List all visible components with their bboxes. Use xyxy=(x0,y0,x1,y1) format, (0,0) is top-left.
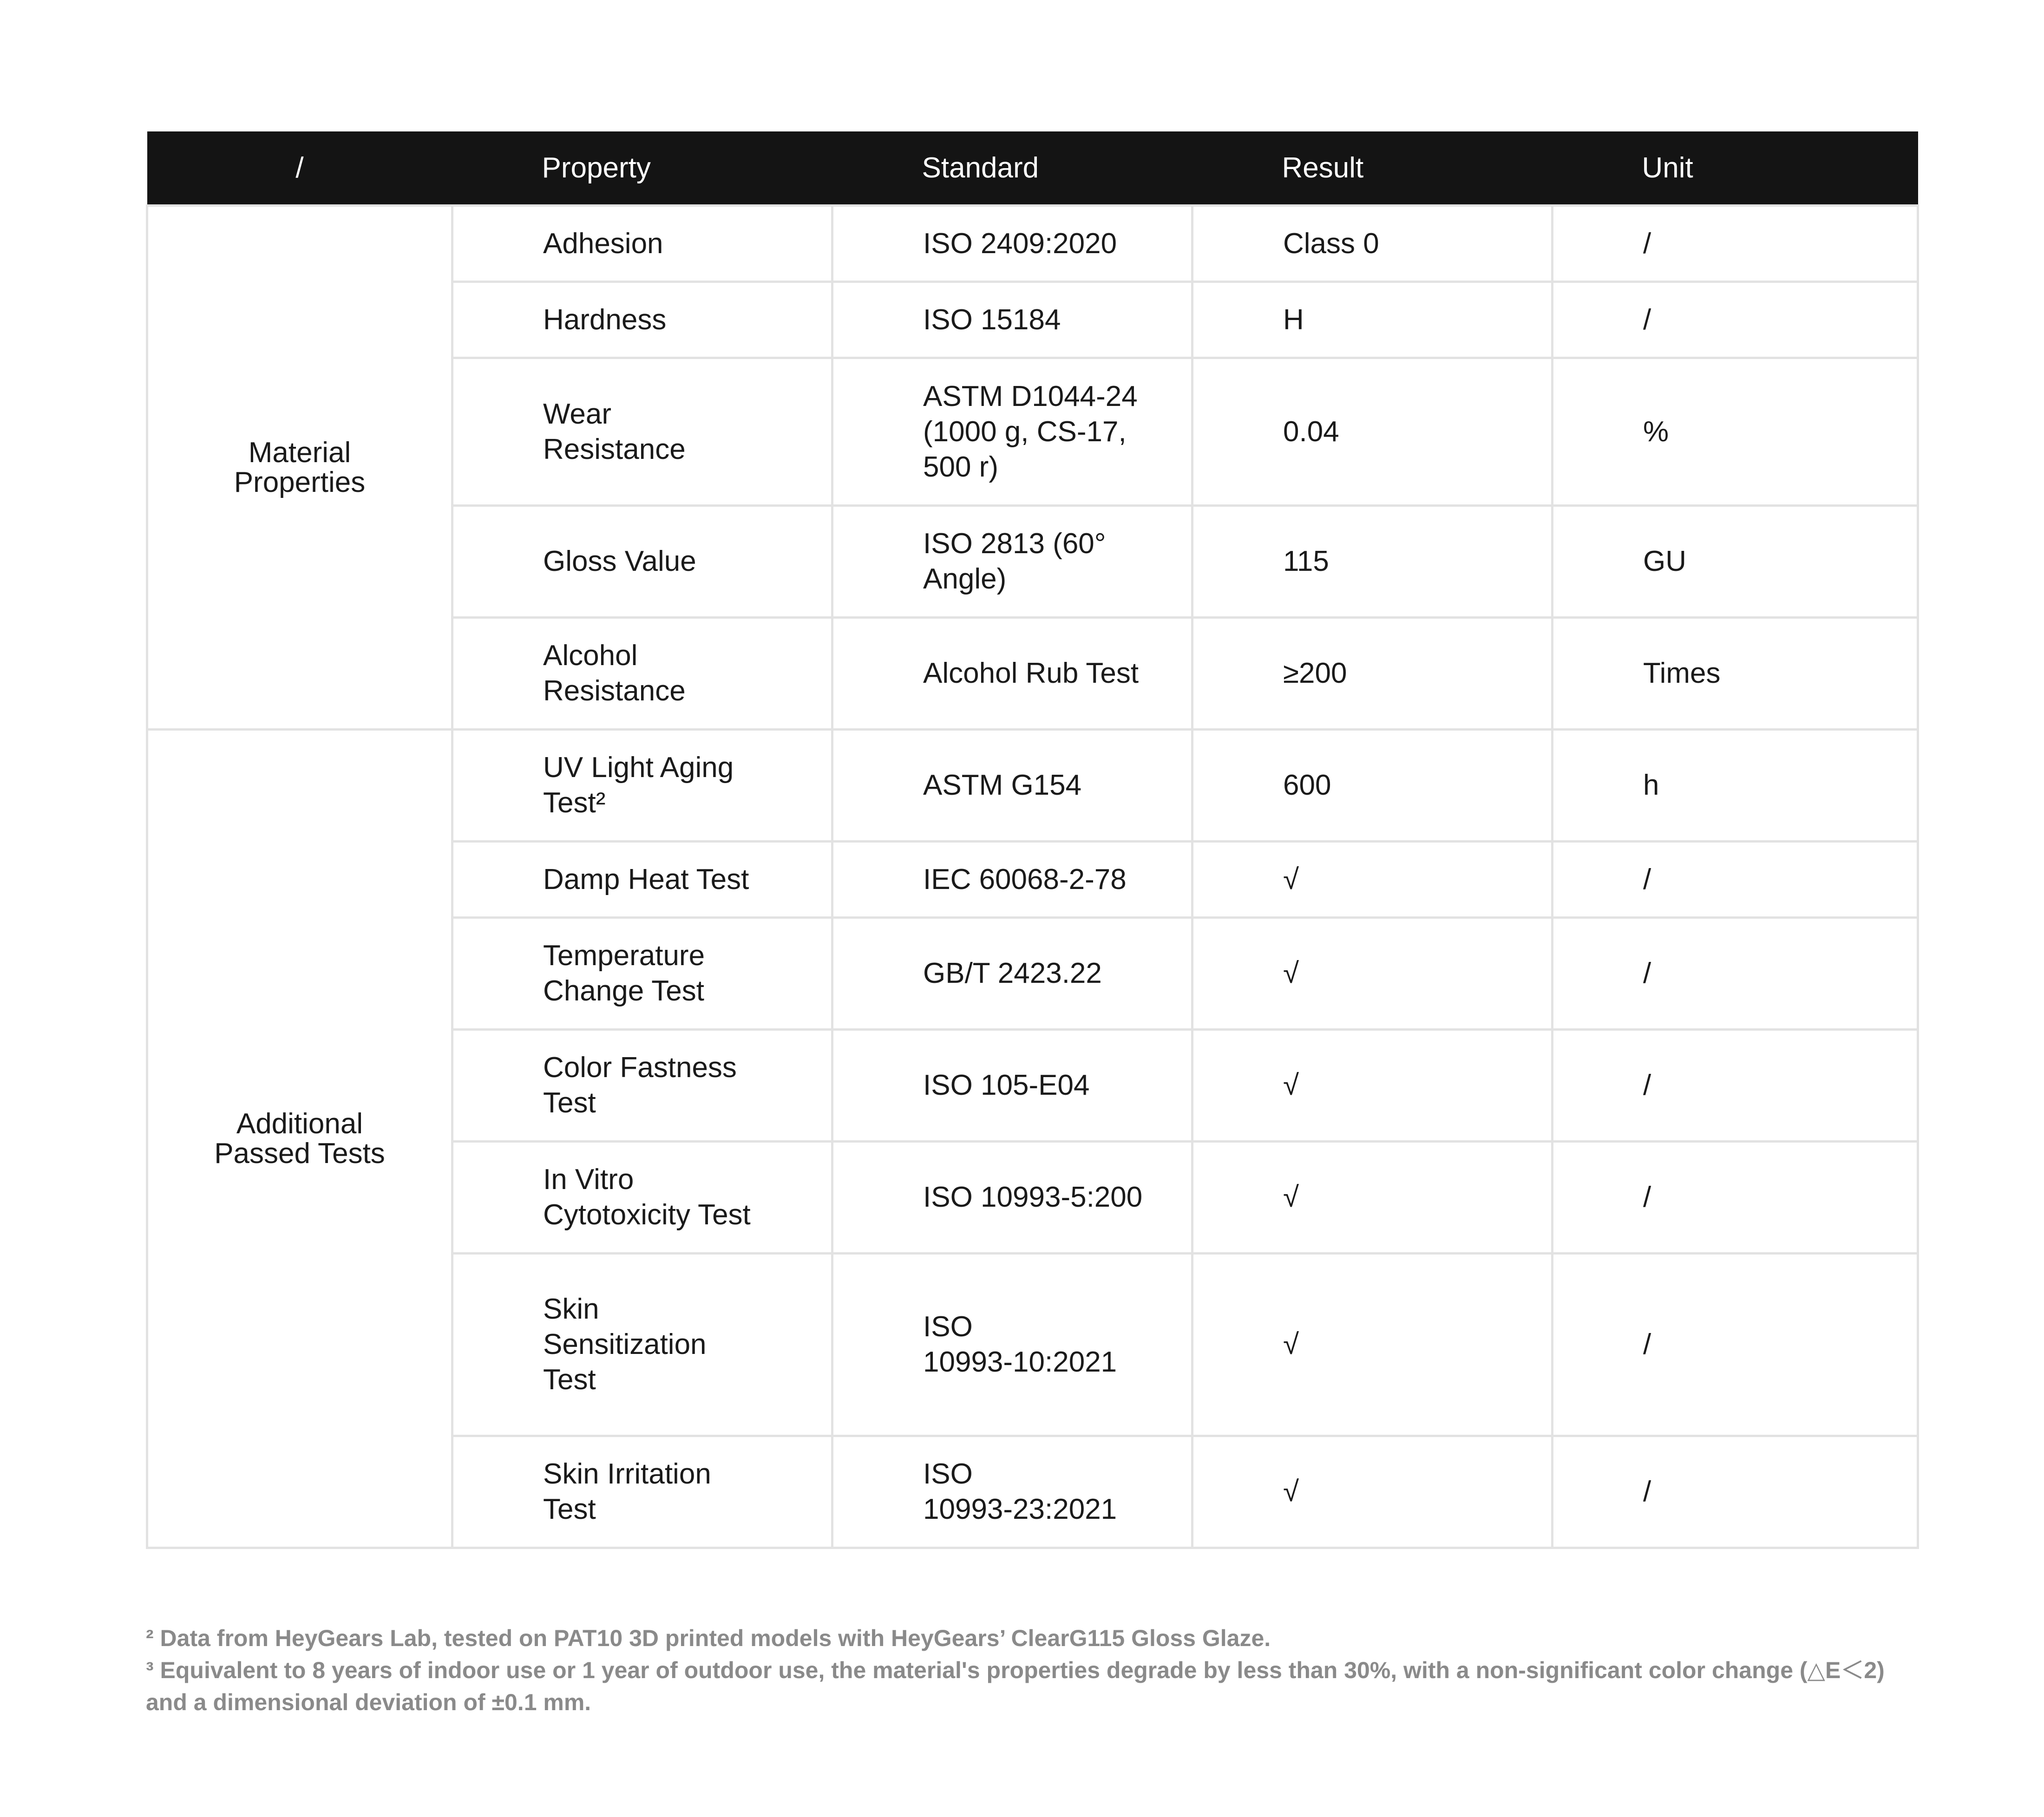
cell-property: Alcohol Resistance xyxy=(452,618,832,730)
header-row xyxy=(147,131,1918,206)
cell-unit: / xyxy=(1553,206,1918,282)
spec-table-container xyxy=(146,131,1917,1549)
cell-standard: ISO 2409:2020 xyxy=(832,206,1192,282)
cell-standard: ISO 10993-23:2021 xyxy=(832,1436,1192,1548)
cell-unit: / xyxy=(1553,1436,1918,1548)
cell-result: 600 xyxy=(1192,730,1553,842)
cell-result: √ xyxy=(1192,842,1553,918)
table-row xyxy=(147,206,1918,282)
cell-result: √ xyxy=(1192,1142,1553,1254)
cell-result: √ xyxy=(1192,1254,1553,1436)
cell-property: Wear Resistance xyxy=(452,358,832,506)
cell-unit: / xyxy=(1553,1142,1918,1254)
cell-standard: IEC 60068-2-78 xyxy=(832,842,1192,918)
cell-result: 115 xyxy=(1192,506,1553,618)
cell-property: Damp Heat Test xyxy=(452,842,832,918)
cell-property: Hardness xyxy=(452,282,832,358)
cell-result: 0.04 xyxy=(1192,358,1553,506)
cell-unit: % xyxy=(1553,358,1918,506)
cell-property: In Vitro Cytotoxicity Test xyxy=(452,1142,832,1254)
cell-unit: / xyxy=(1553,1254,1918,1436)
header-standard: Standard xyxy=(832,131,1192,206)
spec-table-body xyxy=(147,206,1918,1548)
cell-standard: Alcohol Rub Test xyxy=(832,618,1192,730)
header-result: Result xyxy=(1192,131,1553,206)
footnotes xyxy=(146,1622,1911,1719)
category-label: Material Properties xyxy=(234,436,366,498)
table-row xyxy=(147,730,1918,842)
cell-unit: / xyxy=(1553,282,1918,358)
spec-table xyxy=(146,131,1919,1549)
cell-result: ≥200 xyxy=(1192,618,1553,730)
cell-result: √ xyxy=(1192,1436,1553,1548)
category-label: Additional Passed Tests xyxy=(214,1107,385,1170)
cell-result: Class 0 xyxy=(1192,206,1553,282)
cell-property: Adhesion xyxy=(452,206,832,282)
footnote-3: ³ Equivalent to 8 years of indoor use or 1 year of outdoor use, the material's properties degrade by less than 30%, with a non-significant color change (△E＜2) and a dimensional deviation of ±0.1 mm. xyxy=(146,1657,1885,1715)
cell-standard: ASTM D1044-24 (1000 g, CS-17, 500 r) xyxy=(832,358,1192,506)
cell-standard: ISO 105-E04 xyxy=(832,1030,1192,1142)
cell-unit: / xyxy=(1553,918,1918,1030)
cell-result: H xyxy=(1192,282,1553,358)
category-material-properties xyxy=(147,206,452,730)
cell-property: Skin Sensitization Test xyxy=(452,1254,832,1436)
footnote-2: ² Data from HeyGears Lab, tested on PAT10 3D printed models with HeyGears’ ClearG115 Gloss Glaze. xyxy=(146,1625,1271,1651)
cell-unit: GU xyxy=(1553,506,1918,618)
cell-property: Color Fastness Test xyxy=(452,1030,832,1142)
cell-property: Temperature Change Test xyxy=(452,918,832,1030)
header-unit: Unit xyxy=(1553,131,1918,206)
cell-property: Gloss Value xyxy=(452,506,832,618)
cell-result: √ xyxy=(1192,918,1553,1030)
cell-standard: ISO 10993-5:200 xyxy=(832,1142,1192,1254)
cell-unit: / xyxy=(1553,1030,1918,1142)
cell-standard: ISO 15184 xyxy=(832,282,1192,358)
cell-property: UV Light Aging Test² xyxy=(452,730,832,842)
cell-unit: / xyxy=(1553,842,1918,918)
cell-unit: h xyxy=(1553,730,1918,842)
header-property: Property xyxy=(452,131,832,206)
cell-standard: GB/T 2423.22 xyxy=(832,918,1192,1030)
cell-unit: Times xyxy=(1553,618,1918,730)
cell-standard: ISO 2813 (60° Angle) xyxy=(832,506,1192,618)
header-category: / xyxy=(147,131,452,206)
cell-result: √ xyxy=(1192,1030,1553,1142)
cell-standard: ASTM G154 xyxy=(832,730,1192,842)
cell-standard: ISO 10993-10:2021 xyxy=(832,1254,1192,1436)
cell-property: Skin Irritation Test xyxy=(452,1436,832,1548)
category-additional-passed-tests xyxy=(147,730,452,1548)
